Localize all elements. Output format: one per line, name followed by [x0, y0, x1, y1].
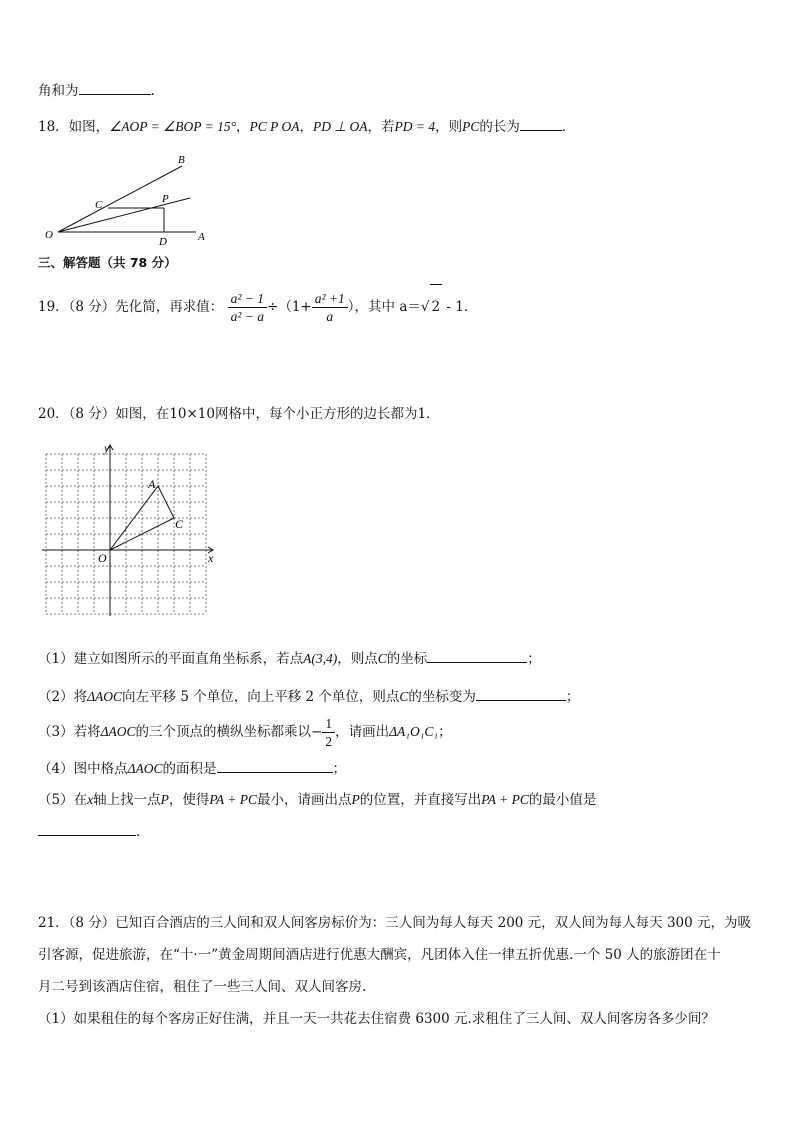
q21-sub1: （1）如果租住的每个客房正好住满，并且一天一共花去住宿费 6300 元.求租住了三人间、双人间客房各多少间？	[38, 1011, 715, 1027]
label-y-axis: y	[104, 441, 110, 455]
answer-blank[interactable]	[520, 118, 562, 131]
question-19: 19．（8 分）先化简，再求值： $\frac{\text{a² − 1}}{\text{a² − a}}$ ÷（1+ $\frac{\text{a² +1}}{a}$ ），其中 a＝√ 2 - 1.	[38, 284, 468, 328]
label-c: C	[95, 199, 103, 211]
label-p: P	[162, 193, 169, 205]
answer-blank[interactable]	[427, 650, 527, 663]
label-b: B	[178, 154, 185, 166]
sqrt-sign: √	[420, 299, 430, 315]
fraction-1: $\frac{\text{a² − 1}}{\text{a² − a}}$	[228, 290, 267, 325]
answer-blank[interactable]	[217, 760, 333, 773]
section-title: 三、解答题（共 78 分）	[38, 255, 177, 270]
q20-sub3: （3）若将ΔAOC的三个顶点的横纵坐标都乘以− $\frac{1}{2}$ ，请画出ΔA₁O₁C₁；	[38, 716, 452, 749]
answer-blank[interactable]	[38, 823, 136, 836]
q21-line2: 引客源，促进旅游，在“十·一”黄金周期间酒店进行优惠大酬宾，凡团体入住一律五折优惠.一个 50 人的旅游团在十	[38, 947, 721, 963]
label-point-c: C	[175, 517, 184, 531]
fraction-half: $\frac{1}{2}$	[322, 715, 335, 750]
q20-sub5-blank-line: .	[38, 823, 140, 841]
coordinate-grid	[38, 440, 220, 622]
q21-line3: 月二号到该酒店住宿，租住了一些三人间、双人间客房.	[38, 979, 367, 995]
q20-sub2: （2）将ΔAOC向左平移 5 个单位，向上平移 2 个单位，则点C的坐标变为 ；	[38, 689, 580, 705]
q18-figure	[38, 150, 218, 248]
label-a: A	[198, 231, 205, 243]
label-x-axis: x	[208, 551, 214, 565]
answer-blank[interactable]	[476, 688, 566, 701]
label-point-a: A	[148, 477, 156, 491]
q17-tail: 角和为 .	[38, 83, 155, 99]
ray-op	[58, 198, 190, 232]
q20-sub4: （4）图中格点ΔAOC的面积是 ；	[38, 761, 347, 777]
question-18: 18．如图，∠AOP = ∠BOP = 15°，PC P OA，PD ⊥ OA，若PD = 4，则PC的长为 ．	[38, 119, 576, 135]
label-o: O	[45, 229, 53, 241]
q21-line1: 21．（8 分）已知百合酒店的三人间和双人间客房标价为：三人间为每人每天 200 元，双人间为每人每天 300 元，为吸	[38, 915, 752, 931]
label-origin-o: O	[98, 551, 107, 565]
q20-sub1: （1）建立如图所示的平面直角坐标系，若点A(3,4)，则点C的坐标 ；	[38, 651, 541, 667]
fraction-2: $\frac{\text{a² +1}}{a}$	[312, 290, 348, 325]
question-20: 20．（8 分）如图，在10×10网格中，每个小正方形的边长都为1．	[38, 406, 440, 422]
q20-sub5: （5）在x轴上找一点P，使得PA + PC最小，请画出点P的位置，并直接写出PA + PC的最小值是	[38, 792, 597, 808]
label-d: D	[159, 236, 167, 248]
answer-blank[interactable]	[79, 82, 151, 95]
